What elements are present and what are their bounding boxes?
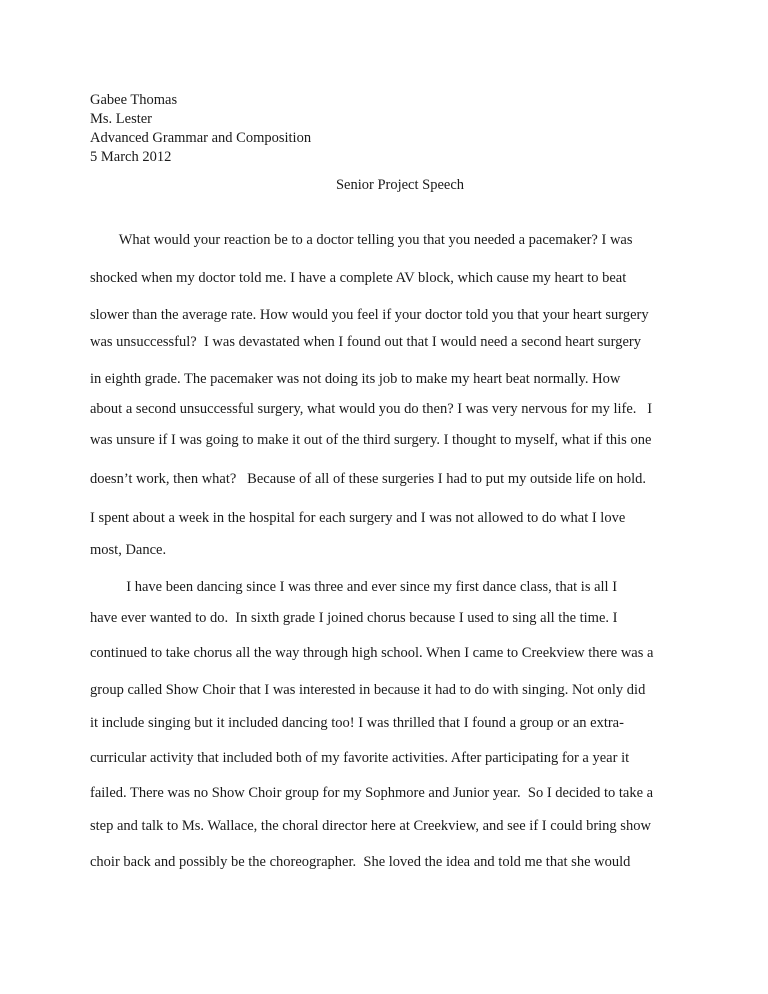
body-line: was unsuccessful? I was devastated when I found out that I would need a second heart surgery <box>90 334 641 350</box>
body-line: it include singing but it included dancing too! I was thrilled that I found a group or an extra- <box>90 715 624 731</box>
document-title: Senior Project Speech <box>335 177 465 193</box>
body-line: slower than the average rate. How would you feel if your doctor told you that your heart surgery <box>90 307 649 323</box>
document-date: 5 March 2012 <box>90 149 172 165</box>
body-line: about a second unsuccessful surgery, what would you do then? I was very nervous for my life. I <box>90 401 653 417</box>
body-line: doesn’t work, then what? Because of all of these surgeries I had to put my outside life on hold. <box>90 471 646 487</box>
body-line: curricular activity that included both of my favorite activities. After participating for a year it <box>90 750 630 766</box>
body-line: group called Show Choir that I was interested in because it had to do with singing. Not only did <box>90 682 646 698</box>
body-line: was unsure if I was going to make it out of the third surgery. I thought to myself, what if this one <box>90 432 652 448</box>
body-line: in eighth grade. The pacemaker was not doing its job to make my heart beat normally. How <box>90 371 621 387</box>
body-line: failed. There was no Show Choir group for my Sophmore and Junior year. So I decided to take a <box>90 785 654 801</box>
author-name: Gabee Thomas <box>90 92 178 108</box>
body-line: most, Dance. <box>90 542 167 558</box>
body-line: have ever wanted to do. In sixth grade I joined chorus because I used to sing all the time. I <box>90 610 618 626</box>
body-line: continued to take chorus all the way through high school. When I came to Creekview there was a <box>90 645 654 661</box>
body-line: What would your reaction be to a doctor telling you that you needed a pacemaker? I was <box>90 232 633 248</box>
body-line: shocked when my doctor told me. I have a complete AV block, which cause my heart to beat <box>90 270 627 286</box>
body-line: step and talk to Ms. Wallace, the choral director here at Creekview, and see if I could bring show <box>90 818 651 834</box>
course-name: Advanced Grammar and Composition <box>90 130 312 146</box>
body-line: I have been dancing since I was three and ever since my first dance class, that is all I <box>90 579 618 595</box>
body-line: choir back and possibly be the choreographer. She loved the idea and told me that she would <box>90 854 631 870</box>
body-line: I spent about a week in the hospital for each surgery and I was not allowed to do what I love <box>90 510 626 526</box>
header-block <box>90 91 311 167</box>
teacher-name: Ms. Lester <box>90 111 153 127</box>
